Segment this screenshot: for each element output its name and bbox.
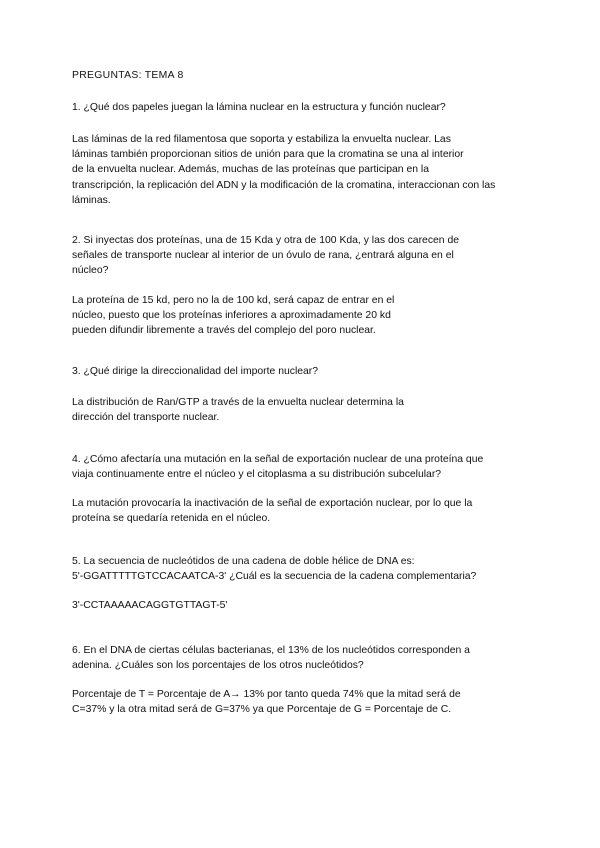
question-1: 1. ¿Qué dos papeles juegan la lámina nuclear en la estructura y función nuclear? bbox=[72, 102, 446, 113]
question-5: 5. La secuencia de nucleótidos de una cadena de doble hélice de DNA es: 5'-GGATTTTTGTCCACAATCA-3' ¿Cuál es la secuencia de la cadena complementaria? bbox=[72, 556, 477, 583]
answer-6: Porcentaje de T = Porcentaje de A→ 13% por tanto queda 74% que la mitad será de C=37% y la otra mitad será de G=37% ya que Porcentaje de G = Porcentaje de C. bbox=[72, 689, 461, 716]
question-4: 4. ¿Cómo afectaría una mutación en la señal de exportación nuclear de una proteína que viaja continuamente entre el núcleo y el citoplasma a su distribución subcelular? bbox=[72, 454, 484, 481]
answer-3: La distribución de Ran/GTP a través de la envuelta nuclear determina la dirección del transporte nuclear. bbox=[72, 397, 404, 424]
answer-5: 3'-CCTAAAAACAGGTGTTAGT-5' bbox=[72, 600, 228, 611]
question-6: 6. En el DNA de ciertas células bacterianas, el 13% de los nucleótidos corresponden a adenina. ¿Cuáles son los porcentajes de los otros nucleótidos? bbox=[72, 645, 470, 672]
page-title: PREGUNTAS: TEMA 8 bbox=[72, 70, 184, 81]
answer-2: La proteína de 15 kd, pero no la de 100 kd, será capaz de entrar en el núcleo, puesto que los proteínas inferiores a aproximadamente 20 kd pueden difundir libremente a través del complejo del poro nuclear. bbox=[72, 295, 395, 337]
answer-1: Las láminas de la red filamentosa que soporta y estabiliza la envuelta nuclear. Las láminas también proporcionan sitios de unión para que la cromatina se una al interior de la envuelta nuclear. Además, muchas de las proteínas que participan en la transcripción, la replicación del ADN y la modificación de la cromatina, interaccionan con las láminas. bbox=[72, 134, 496, 206]
question-3: 3. ¿Qué dirige la direccionalidad del importe nuclear? bbox=[72, 366, 319, 377]
answer-4: La mutación provocaría la inactivación de la señal de exportación nuclear, por lo que la proteína se quedaría retenida en el núcleo. bbox=[72, 498, 473, 525]
question-2: 2. Si inyectas dos proteínas, una de 15 Kda y otra de 100 Kda, y las dos carecen de señales de transporte nuclear al interior de un óvulo de rana, ¿entrará alguna en el núcleo? bbox=[72, 235, 460, 277]
